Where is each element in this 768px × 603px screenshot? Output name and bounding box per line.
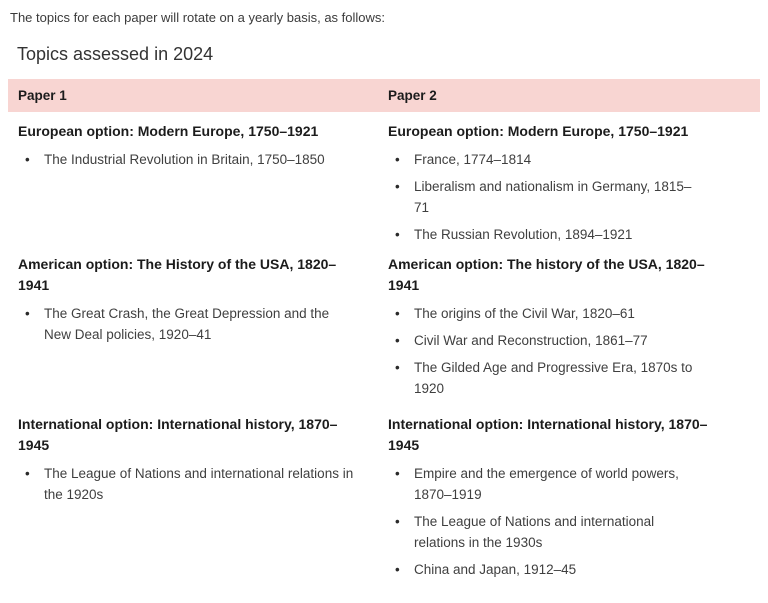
topic-cell-paper1-american [8, 245, 378, 405]
table-header-row [8, 79, 760, 112]
table-row-international [8, 405, 760, 603]
bullet-item: • The Great Crash, the Great Depression and the New Deal policies, 1920–41 [18, 303, 358, 345]
topic-cell-paper2-european [378, 112, 760, 245]
bullet-list [18, 303, 368, 345]
bullet-list [18, 149, 368, 170]
column-header-paper2: Paper 2 [388, 88, 437, 103]
table-row-european [8, 112, 760, 245]
bullet-item: • The League of Nations and international relations in the 1920s [18, 463, 358, 505]
bullet-item: • Empire and the emergence of world powers, 1870–1919 [388, 463, 706, 505]
topic-cell-paper1-international [8, 405, 378, 603]
intro-text: The topics for each paper will rotate on a yearly basis, as follows: [10, 10, 386, 25]
bullet-item: • The League of Nations and international relations in the 1930s [388, 511, 706, 553]
topic-heading: American option: The history of the USA, 1820–1941 [388, 256, 705, 293]
bullet-list [388, 303, 750, 399]
topic-heading: International option: International history, 1870–1945 [18, 416, 338, 453]
bullet-item: • China and Japan, 1912–45 [388, 559, 706, 580]
topic-heading: European option: Modern Europe, 1750–1921 [388, 123, 689, 139]
table-row-american [8, 245, 760, 405]
bullet-item: • The Industrial Revolution in Britain, 1750–1850 [18, 149, 358, 170]
bullet-item: • France, 1774–1814 [388, 149, 706, 170]
bullet-item: • The Russian Revolution, 1894–1921 [388, 224, 706, 245]
topics-table [8, 79, 760, 603]
topic-cell-paper2-american [378, 245, 760, 405]
bullet-item: • Civil War and Reconstruction, 1861–77 [388, 330, 706, 351]
topic-heading: American option: The History of the USA, 1820–1941 [18, 256, 337, 293]
bullet-item: • The Gilded Age and Progressive Era, 1870s to 1920 [388, 357, 706, 399]
topic-heading: International option: International history, 1870–1945 [388, 416, 708, 453]
topic-cell-paper1-european [8, 112, 378, 245]
bullet-list [388, 463, 750, 580]
bullet-item: • The origins of the Civil War, 1820–61 [388, 303, 706, 324]
page-title: Topics assessed in 2024 [17, 44, 214, 64]
topic-heading: European option: Modern Europe, 1750–1921 [18, 123, 319, 139]
column-header-paper1: Paper 1 [18, 88, 67, 103]
bullet-item: • Liberalism and nationalism in Germany, 1815–71 [388, 176, 706, 218]
topic-cell-paper2-international [378, 405, 760, 603]
bullet-list [388, 149, 750, 245]
bullet-list [18, 463, 368, 505]
